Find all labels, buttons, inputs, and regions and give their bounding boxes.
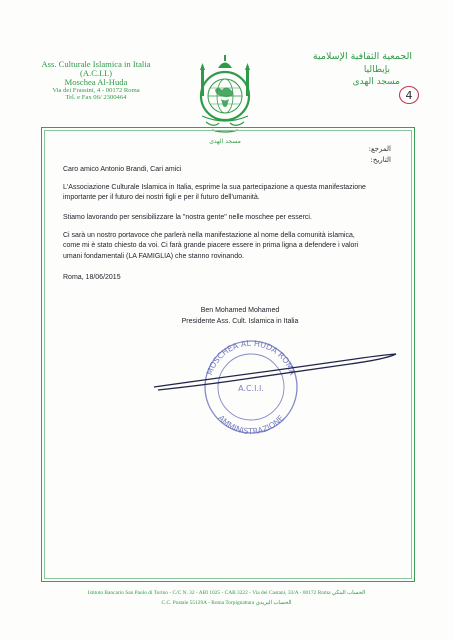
org-address: Via dei Frassini, 4 - 00172 Roma <box>52 87 140 95</box>
footer-postal-text: C.C. Postale 55129A - Roma Torpignattara <box>161 600 255 606</box>
mosque-name-ar: مسجد الهدى <box>352 76 400 87</box>
org-country-ar: بإيطاليا <box>363 64 390 75</box>
footer-bank-text: Istituto Bancario San Paolo di Torino - C/C N. 32 - ABI 1025 - CAB 3222 - Via dei Castani, 33/A - 00172 Roma <box>87 590 331 596</box>
stamp-center-text: A.C.I.I. <box>238 384 264 393</box>
page-number <box>398 85 420 105</box>
page-number-text: 4 <box>405 89 413 102</box>
reference-field: المرجع: <box>368 145 391 153</box>
paragraph-1 <box>63 183 413 204</box>
signatory-name: Ben Mohamed Mohamed <box>200 307 280 314</box>
logo-caption: مسجد الهدى <box>209 138 241 145</box>
org-name-it: Ass. Culturale Islamica in Italia <box>41 59 151 69</box>
stamp-bottom-text: AMMINISTRAZIONE <box>216 413 286 435</box>
paragraph-3-line: umani fondamentali (LA FAMIGLIA) che stanno rovinando. <box>63 252 244 260</box>
paragraph-1-line: importante per il futuro dei nostri figli e per il futuro dell'umanità. <box>63 194 260 202</box>
paragraph-3-line: come mi è stato chiesto da voi. Ci farà grande piacere essere in prima ligna a defendere i valori <box>63 242 359 250</box>
handwritten-signature <box>150 345 400 405</box>
letterhead-right <box>292 51 412 88</box>
paragraph-2: Stiamo lavorando per sensibilizzare la "nostra gente" nelle moschee per esserci. <box>63 214 312 221</box>
paragraph-1-line: L'Associazione Culturale Islamica in Italia, esprime la sua partecipazione a questa manifestazione <box>63 184 366 191</box>
stamp-top-text: MOSCHEA AL HUDA ROMA <box>204 338 298 377</box>
footer-postal-ar: الحساب البريدي <box>255 600 292 606</box>
place-date: Roma, 18/06/2015 <box>63 274 121 281</box>
salutation: Caro amico Antonio Brandi, Cari amici <box>63 166 182 173</box>
org-name-ar: الجمعية الثقافية الإسلامية <box>312 51 412 62</box>
footer-bank <box>0 590 453 596</box>
org-phone: Tel. e Fax 06/ 2300464 <box>65 93 127 101</box>
date-field: التاريخ: <box>370 156 391 164</box>
mosque-name-it: Moschea Al-Huda <box>64 77 128 88</box>
letterhead-left <box>22 60 170 102</box>
paragraph-3 <box>63 231 413 262</box>
signatory-role: Presidente Ass. Cult. Islamica in Italia <box>181 318 299 325</box>
footer-postal <box>0 600 453 606</box>
org-acronym: (A.C.I.I.) <box>80 68 112 79</box>
paragraph-3-line: Ci sarà un nostro portavoce che parlerà nella manifestazione al nome della comunità islamica, <box>63 232 355 239</box>
footer-bank-ar: الحساب البنكي <box>331 590 366 596</box>
